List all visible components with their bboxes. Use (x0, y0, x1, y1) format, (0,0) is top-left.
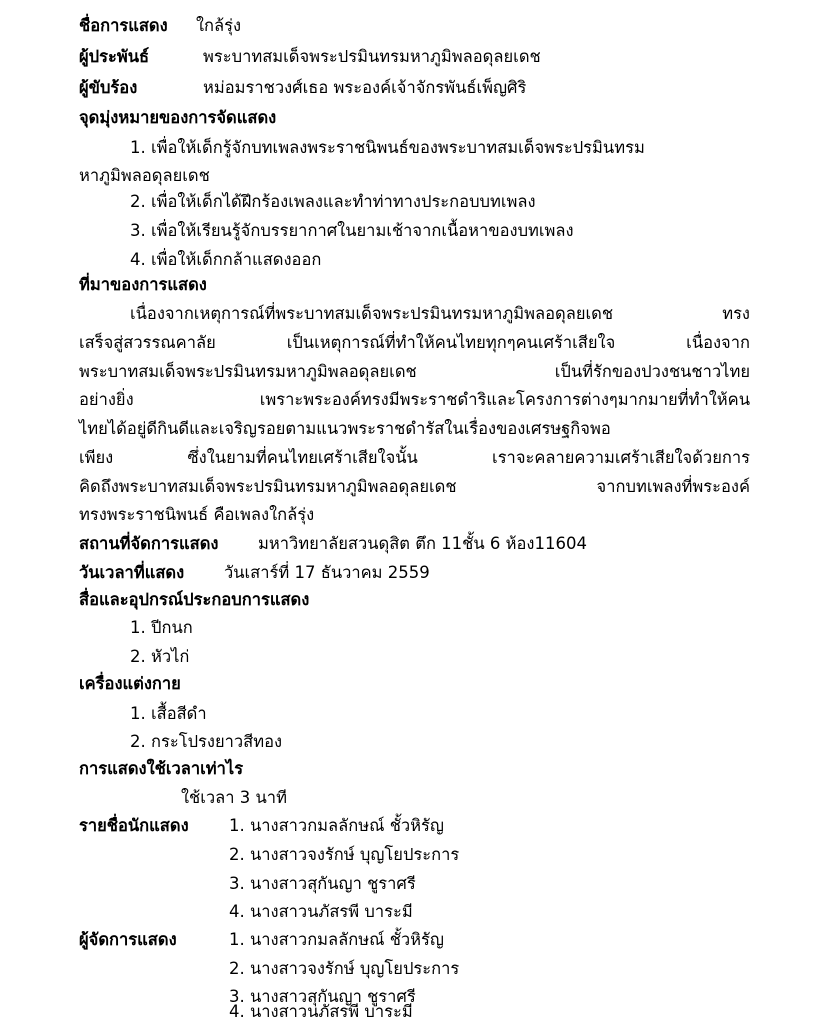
organizer-item: 1. นางสาวกมลลักษณ์ ชั้วหิรัญ (229, 930, 444, 949)
origin-line: เนื่องจากเหตุการณ์ที่พระบาทสมเด็จพระปรมินทรมหาภูมิพลอดุลยเดช ทรง (130, 304, 750, 323)
organizer-item: 4. นางสาวนภัสรพี บาระมี (229, 1002, 413, 1021)
costume-heading: เครื่องแต่งกาย (79, 674, 181, 693)
organizer-item: 3. นางสาวสุกันญา ชูราศรี (229, 987, 416, 1006)
costume-item: 1. เสื้อสีดำ (130, 704, 207, 723)
origin-line: ไทยได้อยู่ดีกินดีและเจริญรอยตามแนวพระราชดำรัสในเรื่องของเศรษฐกิจพอ (79, 419, 611, 438)
origin-heading: ที่มาของการแสดง (79, 275, 207, 294)
objective-item: 1. เพื่อให้เด็กรู้จักบทเพลงพระราชนิพนธ์ของพระบาทสมเด็จพระปรมินทรม (130, 138, 645, 157)
objective-item: 2. เพื่อให้เด็กได้ฝึกร้องเพลงและทำท่าทางประกอบบทเพลง (130, 192, 536, 211)
objective-item: หาภูมิพลอดุลยเดช (79, 166, 210, 185)
origin-line: เพียง ซึ่งในยามที่คนไทยเศร้าเสียใจนั้น เราจะคลายความเศร้าเสียใจด้วยการ (79, 448, 750, 467)
props-item: 2. หัวไก่ (130, 647, 190, 666)
organizers-label: ผู้จัดการแสดง (79, 930, 177, 949)
objectives-heading: จุดมุ่งหมายของการจัดแสดง (79, 108, 277, 127)
performer-item: 4. นางสาวนภัสรพี บาระมี (229, 902, 413, 921)
date-label: วันเวลาที่แสดง (79, 563, 185, 582)
objective-item: 3. เพื่อให้เรียนรู้จักบรรยากาศในยามเช้าจากเนื้อหาของบทเพลง (130, 221, 574, 240)
composer-label: ผู้ประพันธ์ (79, 47, 150, 66)
venue-value: มหาวิทยาลัยสวนดุสิต ตึก 11ชั้น 6 ห้อง11604 (258, 534, 587, 553)
origin-line: พระบาทสมเด็จพระปรมินทรมหาภูมิพลอดุลยเดช เป็นที่รักของปวงชนชาวไทย (79, 362, 750, 381)
performer-item: 2. นางสาวจงรักษ์ บุญโยประการ (229, 845, 460, 864)
organizer-item: 2. นางสาวจงรักษ์ บุญโยประการ (229, 959, 460, 978)
performer-item: 1. นางสาวกมลลักษณ์ ชั้วหิรัญ (229, 816, 444, 835)
composer-value: พระบาทสมเด็จพระปรมินทรมหาภูมิพลอดุลยเดช (203, 47, 541, 66)
date-value: วันเสาร์ที่ 17 ธันวาคม 2559 (224, 563, 430, 582)
origin-line: เสร็จสู่สวรรณคาลัย เป็นเหตุการณ์ที่ทำให้คนไทยทุกๆคนเศร้าเสียใจ เนื่องจาก (79, 333, 750, 352)
props-item: 1. ปีกนก (130, 618, 193, 637)
title-value: ใกล้รุ่ง (196, 16, 242, 35)
costume-item: 2. กระโปรงยาวสีทอง (130, 732, 283, 751)
origin-line: ทรงพระราชนิพนธ์ คือเพลงใกล้รุ่ง (79, 505, 315, 524)
singer-value: หม่อมราชวงศ์เธอ พระองค์เจ้าจักรพันธ์เพ็ญศิริ (203, 78, 527, 97)
duration-value: ใช้เวลา 3 นาที (181, 788, 287, 807)
origin-line: อย่างยิ่ง เพราะพระองค์ทรงมีพระราชดำริและโครงการต่างๆมากมายที่ทำให้คน (79, 390, 750, 409)
performer-item: 3. นางสาวสุกันญา ชูราศรี (229, 874, 416, 893)
performers-label: รายชื่อนักแสดง (79, 816, 189, 835)
objective-item: 4. เพื่อให้เด็กกล้าแสดงออก (130, 250, 322, 269)
singer-label: ผู้ขับร้อง (79, 78, 138, 97)
venue-label: สถานที่จัดการแสดง (79, 534, 219, 553)
props-heading: สื่อและอุปกรณ์ประกอบการแสดง (79, 590, 310, 609)
origin-line: คิดถึงพระบาทสมเด็จพระปรมินทรมหาภูมิพลอดุลยเดช จากบทเพลงที่พระองค์ (79, 477, 750, 496)
title-label: ชื่อการแสดง (79, 16, 168, 35)
duration-heading: การแสดงใช้เวลาเท่าไร (79, 759, 244, 778)
